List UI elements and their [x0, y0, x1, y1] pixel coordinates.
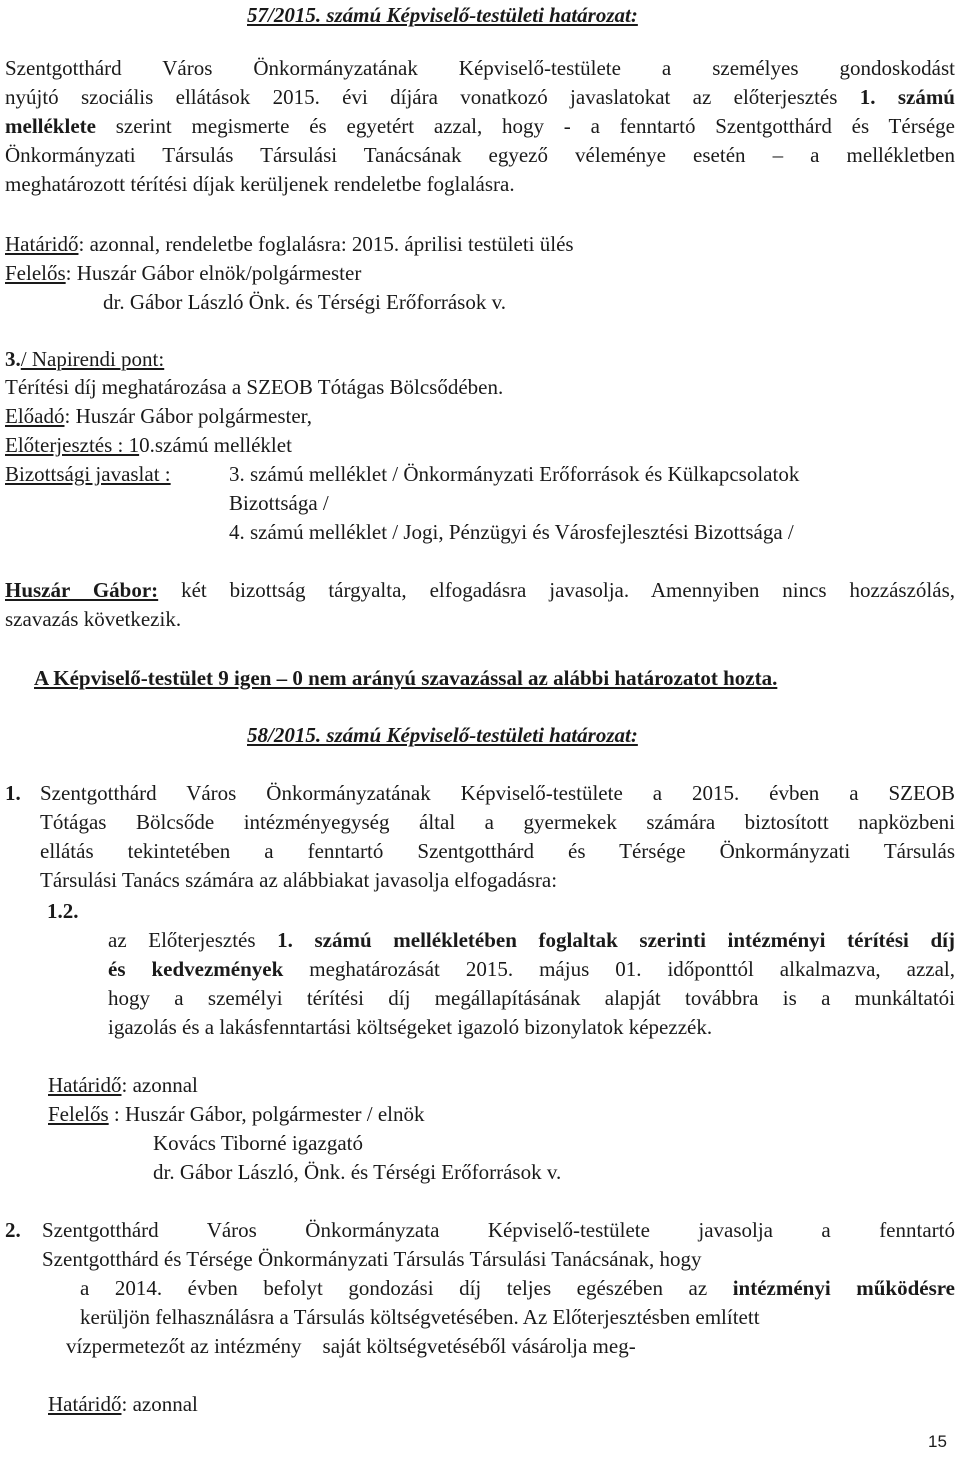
deadline-text: : azonnal	[121, 1392, 198, 1416]
presenter-text: : Huszár Gábor polgármester,	[64, 404, 313, 428]
committee-line-1b: Bizottsága /	[229, 491, 329, 515]
vote-result: A Képviselő-testület 9 igen – 0 nem arányú szavazással az alábbi határozatot hozta.	[34, 666, 778, 690]
res58-sub-number: 1.2.	[47, 899, 79, 923]
p2-line-3-bold: intézményi működésre	[732, 1276, 955, 1300]
speech-text-1: két bizottság tárgyalta, elfogadásra javasolja. Amennyiben nincs hozzászólás,	[181, 578, 955, 602]
agenda-number: 3.	[5, 347, 21, 371]
responsible-label: Felelős	[5, 261, 66, 285]
res58-deadline-2	[48, 1391, 198, 1417]
res57-annex-ref: 1. számú	[859, 85, 955, 109]
res57-line-4: Önkormányzati Társulás Társulási Tanácsának egyező véleménye esetén – a mellékletben	[5, 143, 955, 167]
res57-deadline	[5, 231, 574, 257]
speech-line-2: szavazás következik.	[5, 607, 182, 631]
res57-line-5: meghatározott térítési díjak kerüljenek rendeletbe foglalásra.	[5, 172, 515, 196]
speaker-name: Huszár Gábor:	[5, 578, 159, 602]
res58-sub-line-1	[108, 927, 955, 953]
res58-responsible-3: dr. Gábor László, Önk. és Térségi Erőforrások v.	[153, 1160, 562, 1184]
agenda-proposal	[5, 432, 292, 458]
sub-line-2-bold: és kedvezmények	[108, 957, 284, 981]
p2-line-3-text: a 2014. évben befolyt gondozási díj teljes egészében az	[80, 1276, 733, 1300]
responsible-label: Felelős	[48, 1102, 109, 1126]
res57-annex-word: melléklete	[5, 114, 96, 138]
res58-p2-line-1: Szentgotthárd Város Önkormányzata Képviselő-testülete javasolja a fenntartó	[42, 1218, 955, 1242]
sub-line-1-text: az Előterjesztés	[108, 928, 278, 952]
res58-deadline	[48, 1072, 198, 1098]
res57-line-2	[5, 84, 955, 110]
deadline-text: : azonnal, rendeletbe foglalásra: 2015. áprilisi testületi ülés	[78, 232, 574, 256]
sub-line-2-text: meghatározását 2015. május 01. időponttól alkalmazva, azzal,	[309, 957, 955, 981]
res58-p1-line-2: Tótágas Bölcsőde intézményegység által a gyermekek számára biztosított napközbeni	[40, 810, 955, 834]
res58-p1-line-1: Szentgotthárd Város Önkormányzatának Képviselő-testülete a 2015. évben a SZEOB	[40, 781, 955, 805]
agenda-presenter	[5, 403, 312, 429]
committee-line-1: 3. számú melléklet / Önkormányzati Erőforrások és Külkapcsolatok	[229, 462, 800, 486]
committee-line-2: 4. számú melléklet / Jogi, Pénzügyi és Városfejlesztési Bizottsága /	[229, 520, 794, 544]
proposal-text: 0.számú melléklet	[139, 433, 292, 457]
res58-responsible	[48, 1101, 424, 1127]
deadline-label: Határidő	[5, 232, 79, 256]
res58-p1-number: 1.	[5, 781, 21, 805]
speech-line-1	[5, 577, 955, 603]
res58-p1-line-3: ellátás tekintetében a fenntartó Szentgotthárd és Térsége Önkormányzati Társulás	[40, 839, 955, 863]
res58-p2-line-4: kerüljön felhasználásra a Társulás költségvetésében. Az Előterjesztésben említett	[80, 1305, 760, 1329]
agenda-label: / Napirendi pont:	[20, 347, 165, 371]
res57-line-1: Szentgotthárd Város Önkormányzatának Képviselő-testülete a személyes gondoskodást	[5, 56, 955, 80]
res57-line-3	[5, 113, 955, 139]
res58-p2-number: 2.	[5, 1218, 21, 1242]
res58-p2-line-3	[80, 1275, 955, 1301]
res58-p2-line-5: vízpermetezőt az intézmény saját költségvetéséből vásárolja meg-	[66, 1334, 636, 1358]
res58-sub-line-4: igazolás és a lakásfenntartási költségeket igazoló bizonylatok képezzék.	[108, 1015, 713, 1039]
agenda-heading	[5, 346, 164, 372]
sub-line-1-bold: 1. számú mellékletében foglaltak szerinti intézményi térítési díj	[277, 928, 955, 952]
res57-responsible-2: dr. Gábor László Önk. és Térségi Erőforrások v.	[103, 290, 506, 314]
res58-responsible-2: Kovács Tiborné igazgató	[153, 1131, 363, 1155]
committee-label: Bizottsági javaslat :	[5, 462, 171, 486]
deadline-label: Határidő	[48, 1392, 122, 1416]
res58-sub-line-2	[108, 956, 955, 982]
responsible-text: : Huszár Gábor elnök/polgármester	[65, 261, 362, 285]
deadline-text: : azonnal	[121, 1073, 198, 1097]
res57-line-3-text: szerint megismerte és egyetért azzal, hogy - a fenntartó Szentgotthárd és Térsége	[115, 114, 956, 138]
agenda-title: Térítési díj meghatározása a SZEOB Tótágas Bölcsődében.	[5, 375, 504, 399]
page-number: 15	[928, 1432, 947, 1451]
res58-p1-line-4: Társulási Tanács számára az alábbiakat javasolja elfogadásra:	[40, 868, 558, 892]
deadline-label: Határidő	[48, 1073, 122, 1097]
res58-p2-line-2: Szentgotthárd és Térsége Önkormányzati Társulás Társulási Tanácsának, hogy	[42, 1247, 702, 1271]
presenter-label: Előadó	[5, 404, 65, 428]
proposal-label: Előterjesztés : 1	[5, 433, 140, 457]
res57-responsible	[5, 260, 361, 286]
resolution-58-heading: 58/2015. számú Képviselő-testületi határozat:	[247, 723, 638, 747]
res58-sub-line-3: hogy a személyi térítési díj megállapításának alapját továbbra is a munkáltatói	[108, 986, 955, 1010]
responsible-text: : Huszár Gábor, polgármester / elnök	[108, 1102, 425, 1126]
resolution-57-heading: 57/2015. számú Képviselő-testületi határozat:	[247, 3, 638, 27]
res57-line-2-text: nyújtó szociális ellátások 2015. évi díjára vonatkozó javaslatokat az előterjesztés	[5, 85, 838, 109]
